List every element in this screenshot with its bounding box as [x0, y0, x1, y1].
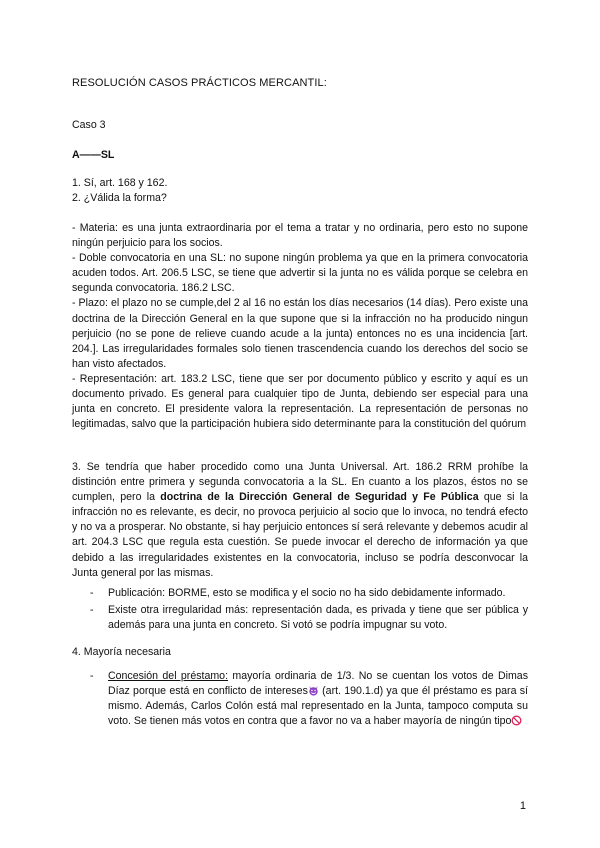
paragraph-representacion: - Representación: art. 183.2 LSC, tiene que ser por documento público y escrito y aquí es un documento privado. Es general para cualquier tipo de Junta, debiendo ser especial para una junta en concreto. El presidente valora la representación. La representación de personas no legitimadas, salvo que la participación hubiera sido determinante para la constitución del quórum	[72, 372, 528, 431]
answer-1: 1. Sí, art. 168 y 162.	[72, 177, 168, 189]
case-label: Caso 3	[72, 119, 106, 131]
list-item	[90, 603, 528, 633]
section-3-bullet-list	[90, 586, 528, 635]
section-3-bold-doctrine: doctrina de la Dirección General de Seguridad y Fe Pública	[160, 491, 479, 504]
section-4-heading: 4. Mayoría necesaria	[72, 646, 171, 658]
section-4-bullet-list	[90, 669, 528, 731]
section-3-paragraph	[72, 460, 528, 581]
loan-concession-label: Concesión del préstamo:	[108, 670, 229, 682]
paragraph-materia: - Materia: es una junta extraordinaria por el tema a tratar y no ordinaria, pero esto no supone ningún perjuicio para los socios.	[72, 222, 528, 250]
question-2: 2. ¿Válida la forma?	[72, 192, 167, 204]
list-dash: -	[90, 587, 94, 599]
section-4-text-b: (art. 190.1.d) ya que él préstamo es para sí mismo. Además, Carlos Colón está mal representado en la Junta, tampoco computa su voto. Se tienen más votos en contra que a favor no va a haber mayoría de ningún tipo	[108, 685, 528, 728]
parties-heading: A——SL	[72, 149, 115, 161]
prohibited-icon	[511, 715, 522, 726]
section-2-body	[72, 221, 528, 432]
section-3-text-a: 3. Se tendría que haber procedido como una Junta Universal. Art. 186.2 RRM prohíbe la distinción entre primera y segunda convocatoria a la SL. En cuanto a los plazos, éstos no se cumplen, pero la	[72, 461, 528, 504]
list-item-text: Publicación: BORME, esto se modifica y el socio no ha sido debidamente informado.	[108, 587, 506, 599]
smiling-devil-icon	[308, 685, 319, 696]
paragraph-plazo: - Plazo: el plazo no se cumple,del 2 al 16 no están los días necesarios (14 días). Pero existe una doctrina de la Dirección General en la que supone que si la infracción no ha producido ningun perjuicio (no se pone de relieve cuando acude a la junta) entonces no es una incidencia [art. 204.]. Las irregularidades formales solo tienen trascendencia cuando los derechos del socio se han visto afectados.	[72, 297, 528, 370]
document-title: RESOLUCIÓN CASOS PRÁCTICOS MERCANTIL:	[72, 77, 327, 89]
list-item	[90, 669, 528, 729]
list-dash: -	[90, 604, 94, 617]
paragraph-doble-convocatoria: - Doble convocatoria en una SL: no supone ningún problema ya que en la primera convocatoria acuden todos. Art. 206.5 LSC, se tiene que advertir si la junta no es válida porque se celebra en segunda convocatoria. 186.2 LSC.	[72, 252, 528, 295]
section-4-text-a: mayoría ordinaria de 1/3. No se cuentan los votos de Dimas Díaz porque está en conflicto de intereses	[108, 670, 528, 698]
section-3-text-b: que si la infracción no es relevante, es decir, no provoca perjuicio al socio que lo invoca, no tendrá efecto y no va a prosperar. No obstante, si hay perjuicio entonces sí será relevante y debemos acudir al art. 204.3 LSC que regula esta cuestión. Se puede invocar el derecho de información ya que debido a las irregularidades existentes en la convocatoria, incluso se podría desconvocar la Junta general por las mismas.	[72, 491, 528, 579]
list-dash: -	[90, 670, 94, 682]
page-number: 1	[519, 800, 526, 812]
list-item	[90, 586, 528, 601]
list-item-text: Existe otra irregularidad más: representación dada, es privada y tiene que ser pública y además para una junta en concreto. Si votó se podría impugnar su voto.	[108, 604, 528, 632]
